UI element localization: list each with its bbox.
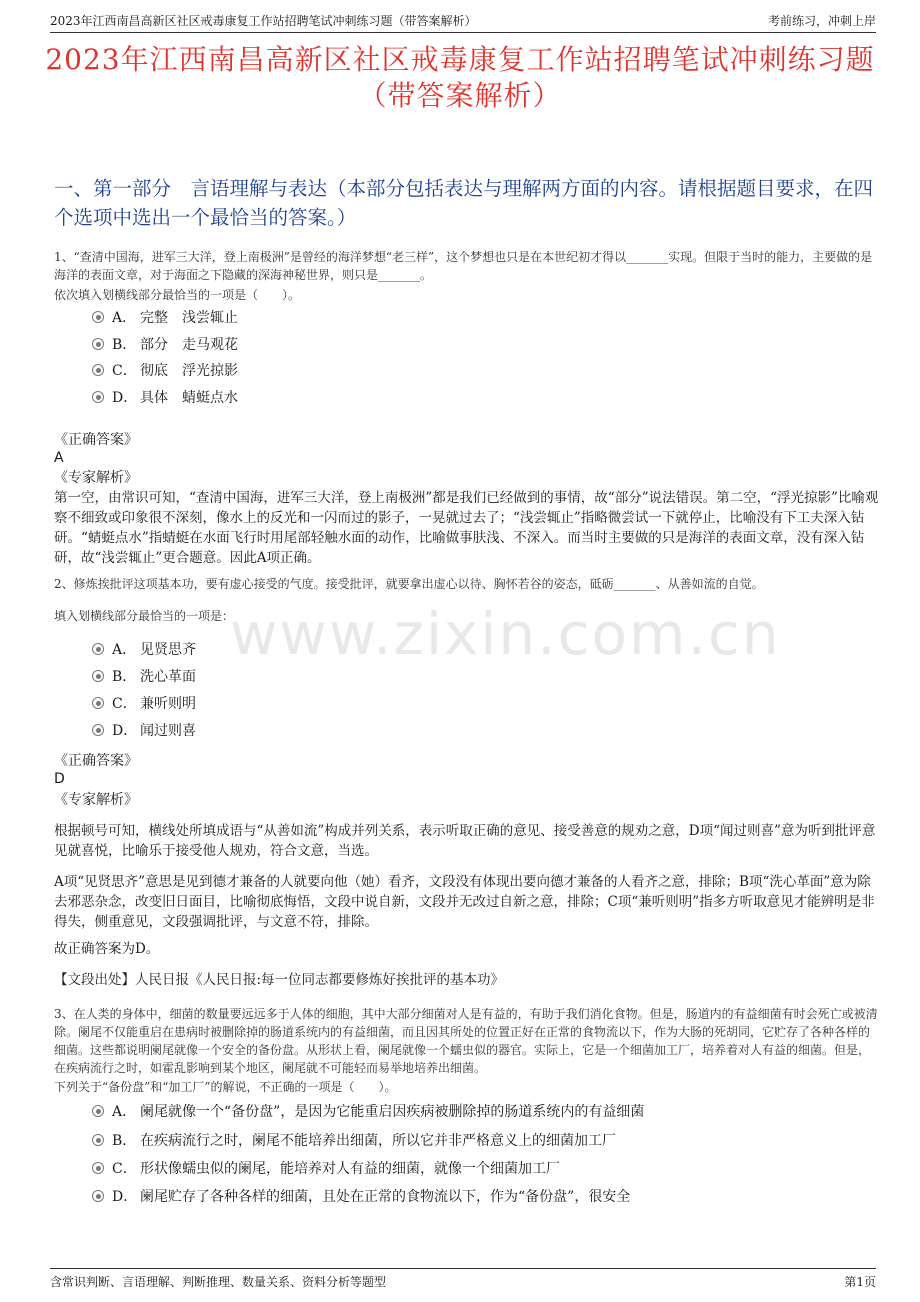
question-2-option-c[interactable]: C． 兼听则明 [92, 693, 196, 715]
header-slogan: 考前练习，冲刺上岸 [767, 14, 876, 28]
question-1-prompt: 依次填入划横线部分最恰当的一项是（ ）。 [54, 288, 301, 302]
footer-page-number: 第1页 [844, 1275, 876, 1289]
header-doc-title: 2023年江西南昌高新区社区戒毒康复工作站招聘笔试冲刺练习题（带答案解析） [50, 14, 477, 28]
radio-icon [92, 1134, 104, 1146]
question-1-option-d[interactable]: D． 具体 蜻蜓点水 [92, 387, 238, 409]
question-2-answer: D [54, 771, 65, 787]
section-heading: 一、第一部分 言语理解与表达（本部分包括表达与理解两方面的内容。请根据题目要求，在四个选项中选出一个最恰当的答案。） [54, 177, 874, 229]
question-1-analysis: 第一空，由常识可知，“查清中国海，进军三大洋，登上南极洲”都是我们已经做到的事情，故“部分”说法错误。第二空，“浮光掠影”比喻观察不细致或印象很不深刻，像水上的反光和一闪而过的影子，一晃就过去了；“浅尝辄止”指略微尝试一下就停止，比喻没有下工夫深入钻研。“蜻蜓点水”指蜻蜓在水面飞行时用尾部轻触水面的动作，比喻做事肤浅、不深入。而当时主要做的只是海洋的表面文章，没有深入钻研，故“浅尝辄止”更合题意。因此A项正确。 [54, 490, 879, 566]
radio-icon [92, 1162, 104, 1174]
question-1-option-c[interactable]: C． 彻底 浮光掠影 [92, 360, 238, 382]
question-2-option-b[interactable]: B． 洗心革面 [92, 666, 196, 688]
page-header [50, 10, 876, 33]
question-1-analysis-label: 《专家解析》 [54, 470, 138, 486]
radio-icon [92, 724, 104, 736]
question-3-option-c[interactable]: C． 形状像蠕虫似的阑尾，能培养对人有益的细菌，就像一个细菌加工厂 [92, 1158, 560, 1180]
radio-icon [92, 391, 104, 403]
question-2-analysis-para-2: A项“见贤思齐”意思是见到德才兼备的人就要向他（她）看齐，文段没有体现出要向德才兼备的人看齐之意，排除；B项“洗心革面”意为除去邪恶杂念，改变旧日面目，比喻彻底悔悟，文段中说自新，文段并无改过自新之意，排除；C项“兼听则明”指多方听取意见才能辨明是非得失，侧重意见，文段强调批评，与文意不符，排除。 [54, 874, 875, 930]
question-3-option-a[interactable]: A． 阑尾就像一个“备份盘”，是因为它能重启因疾病被删除掉的肠道系统内的有益细菌 [92, 1101, 644, 1123]
question-1-answer: A [54, 450, 64, 466]
question-3-prompt: 下列关于“备份盘”和“加工厂”的解说，不正确的一项是（ ）。 [54, 1080, 397, 1094]
question-1-option-b[interactable]: B． 部分 走马观花 [92, 334, 238, 356]
question-2-analysis-para-1: 根据顿号可知，横线处所填成语与“从善如流”构成并列关系，表示听取正确的意见、接受善意的规劝之意，D项“闻过则喜”意为听到批评意见就喜悦，比喻乐于接受他人规劝，符合文意，当选。 [54, 823, 876, 859]
question-1-option-a[interactable]: A． 完整 浅尝辄止 [92, 307, 238, 329]
radio-icon [92, 670, 104, 682]
question-1-answer-label: 《正确答案》 [54, 432, 138, 448]
question-2-prompt: 填入划横线部分最恰当的一项是： [54, 609, 235, 623]
question-1-stem: 1、“查清中国海，进军三大洋，登上南极洲”是曾经的海洋梦想“老三样”，这个梦想也只是在本世纪初才得以_______实现。但限于当时的能力，主要做的是海洋的表面文章，对于海面之下隐藏的深海神秘世界，则只是_______。 [54, 250, 873, 282]
radio-icon [92, 1190, 104, 1202]
radio-icon [92, 338, 104, 350]
radio-icon [92, 643, 104, 655]
question-3-stem: 3、在人类的身体中，细菌的数量要远远多于人体的细胞，其中大部分细菌对人是有益的，有助于我们消化食物。但是，肠道内的有益细菌有时会死亡或被清除。阑尾不仅能重启在患病时被删除掉的肠道系统内的有益细菌，而且因其所处的位置正好在正常的食物流以下，作为大肠的死胡同，它贮存了各种各样的细菌。这些都说明阑尾就像一个安全的备份盘。从形状上看，阑尾就像一个蠕虫似的器官。实际上，它是一个细菌加工厂，培养着对人有益的细菌。但是，在疾病流行之时，如霍乱影响到某个地区，阑尾就不可能轻而易举地培养出细菌。 [54, 1007, 878, 1075]
question-2-source: 【文段出处】人民日报《人民日报:每一位同志都要修炼好挨批评的基本功》 [54, 972, 505, 988]
question-3-option-d[interactable]: D． 阑尾贮存了各种各样的细菌，且处在正常的食物流以下，作为“备份盘”，很安全 [92, 1186, 630, 1208]
page-footer [50, 1268, 876, 1291]
question-2-option-d[interactable]: D． 闻过则喜 [92, 720, 196, 742]
question-3-option-b[interactable]: B． 在疾病流行之时，阑尾不能培养出细菌，所以它并非严格意义上的细菌加工厂 [92, 1130, 616, 1152]
radio-icon [92, 697, 104, 709]
question-2-option-a[interactable]: A． 见贤思齐 [92, 639, 196, 661]
question-2-analysis-para-3: 故正确答案为D。 [54, 941, 160, 957]
question-2-analysis-label: 《专家解析》 [54, 792, 138, 808]
footer-question-types: 含常识判断、言语理解、判断推理、数量关系、资料分析等题型 [50, 1275, 387, 1289]
radio-icon [92, 1105, 104, 1117]
question-2-answer-label: 《正确答案》 [54, 753, 138, 769]
document-title: 2023年江西南昌高新区社区戒毒康复工作站招聘笔试冲刺练习题（带答案解析） [45, 43, 875, 112]
watermark: www.zixin.com.cn [230, 600, 781, 668]
radio-icon [92, 311, 104, 323]
question-2-stem: 2、修炼挨批评这项基本功，要有虚心接受的气度。接受批评，就要拿出虚心以待、胸怀若谷的姿态，砥砺_______、从善如流的自觉。 [54, 577, 764, 591]
radio-icon [92, 364, 104, 376]
